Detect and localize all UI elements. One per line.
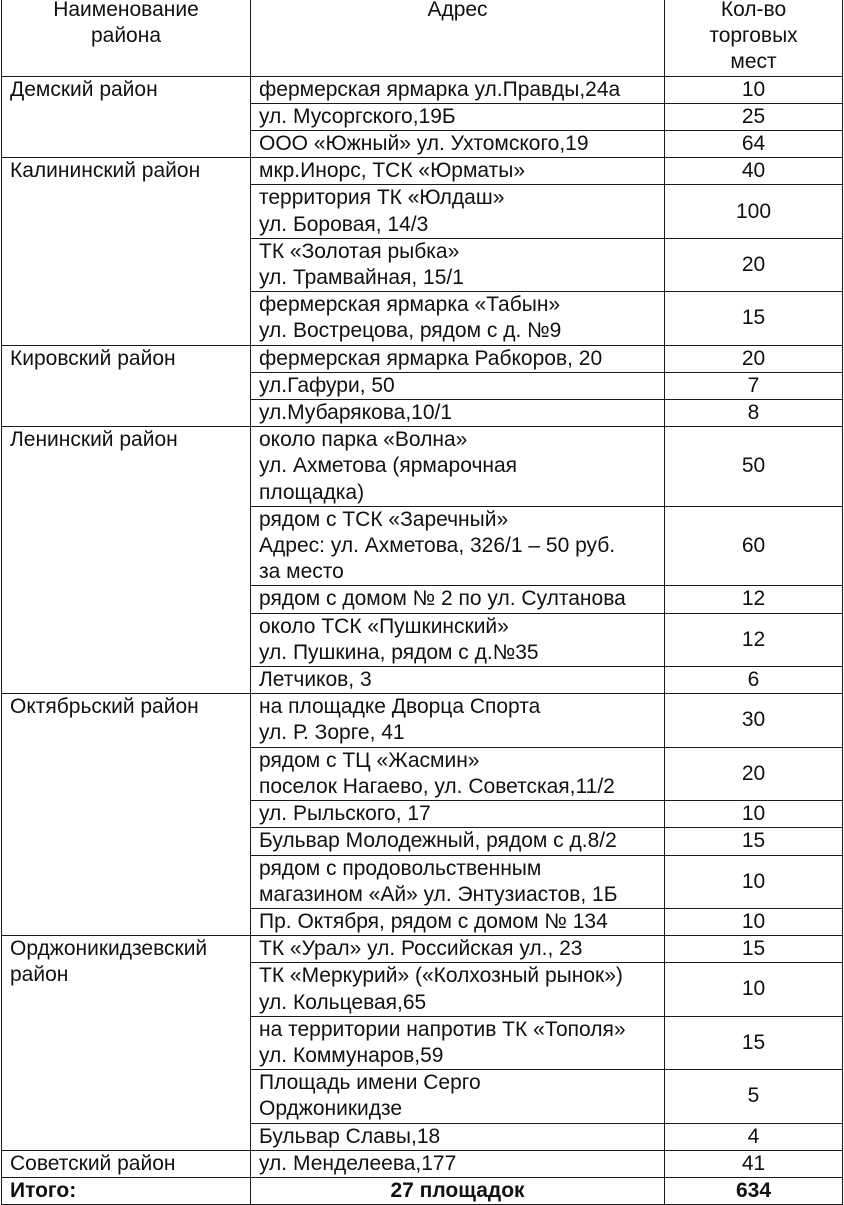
address-cell: ул. Рыльского, 17 — [251, 801, 665, 828]
district-name: Калининский район — [2, 158, 251, 345]
address-cell: Площадь имени Серго Орджоникидзе — [251, 1070, 665, 1123]
district-name: Октябрьский район — [2, 694, 251, 936]
address-cell: Бульвар Славы,18 — [251, 1123, 665, 1150]
count-cell: 60 — [665, 506, 843, 586]
count-cell: 20 — [665, 747, 843, 800]
count-cell: 64 — [665, 131, 843, 158]
count-cell: 40 — [665, 158, 843, 185]
count-cell: 15 — [665, 1016, 843, 1069]
table-row — [2, 694, 843, 747]
address-cell: ООО «Южный» ул. Ухтомского,19 — [251, 131, 665, 158]
table-row — [2, 936, 843, 963]
total-sites: 27 площадок — [251, 1177, 665, 1204]
address-cell: около парка «Волна» ул. Ахметова (ярмарочная площадка) — [251, 427, 665, 507]
address-cell: рядом с продовольственным магазином «Ай» ул. Энтузиастов, 1Б — [251, 855, 665, 908]
count-cell: 20 — [665, 238, 843, 291]
markets-table — [1, 0, 843, 1205]
count-cell: 15 — [665, 292, 843, 345]
address-cell: около ТСК «Пушкинский» ул. Пушкина, рядом с д.№35 — [251, 613, 665, 666]
address-cell: рядом с ТСК «Заречный» Адрес: ул. Ахметова, 326/1 – 50 руб. за место — [251, 506, 665, 586]
count-cell: 12 — [665, 586, 843, 613]
count-cell: 7 — [665, 372, 843, 399]
count-cell: 15 — [665, 936, 843, 963]
address-cell: ул. Мусоргского,19Б — [251, 103, 665, 130]
count-cell: 4 — [665, 1123, 843, 1150]
address-cell: на территории напротив ТК «Тополя» ул. Коммунаров,59 — [251, 1016, 665, 1069]
count-cell: 100 — [665, 185, 843, 238]
address-cell: ул.Гафури, 50 — [251, 372, 665, 399]
address-cell: Летчиков, 3 — [251, 667, 665, 694]
count-cell: 20 — [665, 345, 843, 372]
count-cell: 10 — [665, 908, 843, 935]
address-cell: мкр.Инорс, ТСК «Юрматы» — [251, 158, 665, 185]
address-cell: ТК «Урал» ул. Российская ул., 23 — [251, 936, 665, 963]
header-address: Адрес — [251, 0, 665, 76]
count-cell: 8 — [665, 400, 843, 427]
count-cell: 10 — [665, 855, 843, 908]
header-row — [2, 0, 843, 76]
address-cell: территория ТК «Юлдаш» ул. Боровая, 14/3 — [251, 185, 665, 238]
count-cell: 50 — [665, 427, 843, 507]
count-cell: 15 — [665, 828, 843, 855]
district-name: Советский район — [2, 1150, 251, 1177]
table-body — [2, 76, 843, 1177]
total-row — [2, 1177, 843, 1204]
district-name: Ленинский район — [2, 427, 251, 694]
address-cell: рядом с домом № 2 по ул. Султанова — [251, 586, 665, 613]
count-cell: 5 — [665, 1070, 843, 1123]
total-label: Итого: — [2, 1177, 251, 1204]
table-row — [2, 158, 843, 185]
count-cell: 12 — [665, 613, 843, 666]
address-cell: ул. Менделеева,177 — [251, 1150, 665, 1177]
table-row — [2, 427, 843, 507]
address-cell: Пр. Октября, рядом с домом № 134 — [251, 908, 665, 935]
table-row — [2, 76, 843, 103]
total-count: 634 — [665, 1177, 843, 1204]
count-cell: 41 — [665, 1150, 843, 1177]
address-cell: рядом с ТЦ «Жасмин» поселок Нагаево, ул. Советская,11/2 — [251, 747, 665, 800]
address-cell: ТК «Золотая рыбка» ул. Трамвайная, 15/1 — [251, 238, 665, 291]
count-cell: 25 — [665, 103, 843, 130]
district-name: Кировский район — [2, 345, 251, 427]
count-cell: 6 — [665, 667, 843, 694]
count-cell: 10 — [665, 963, 843, 1016]
header-count: Кол-во торговых мест — [665, 0, 843, 76]
count-cell: 30 — [665, 694, 843, 747]
header-district: Наименование района — [2, 0, 251, 76]
address-cell: фермерская ярмарка Рабкоров, 20 — [251, 345, 665, 372]
table-row — [2, 1150, 843, 1177]
address-cell: ТК «Меркурий» («Колхозный рынок») ул. Кольцевая,65 — [251, 963, 665, 1016]
district-name: Орджоникидзевский район — [2, 936, 251, 1151]
table-row — [2, 345, 843, 372]
district-name: Демский район — [2, 76, 251, 158]
address-cell: Бульвар Молодежный, рядом с д.8/2 — [251, 828, 665, 855]
address-cell: на площадке Дворца Спорта ул. Р. Зорге, 41 — [251, 694, 665, 747]
address-cell: фермерская ярмарка «Табын» ул. Вострецова, рядом с д. №9 — [251, 292, 665, 345]
count-cell: 10 — [665, 801, 843, 828]
count-cell: 10 — [665, 76, 843, 103]
address-cell: ул.Мубарякова,10/1 — [251, 400, 665, 427]
address-cell: фермерская ярмарка ул.Правды,24а — [251, 76, 665, 103]
